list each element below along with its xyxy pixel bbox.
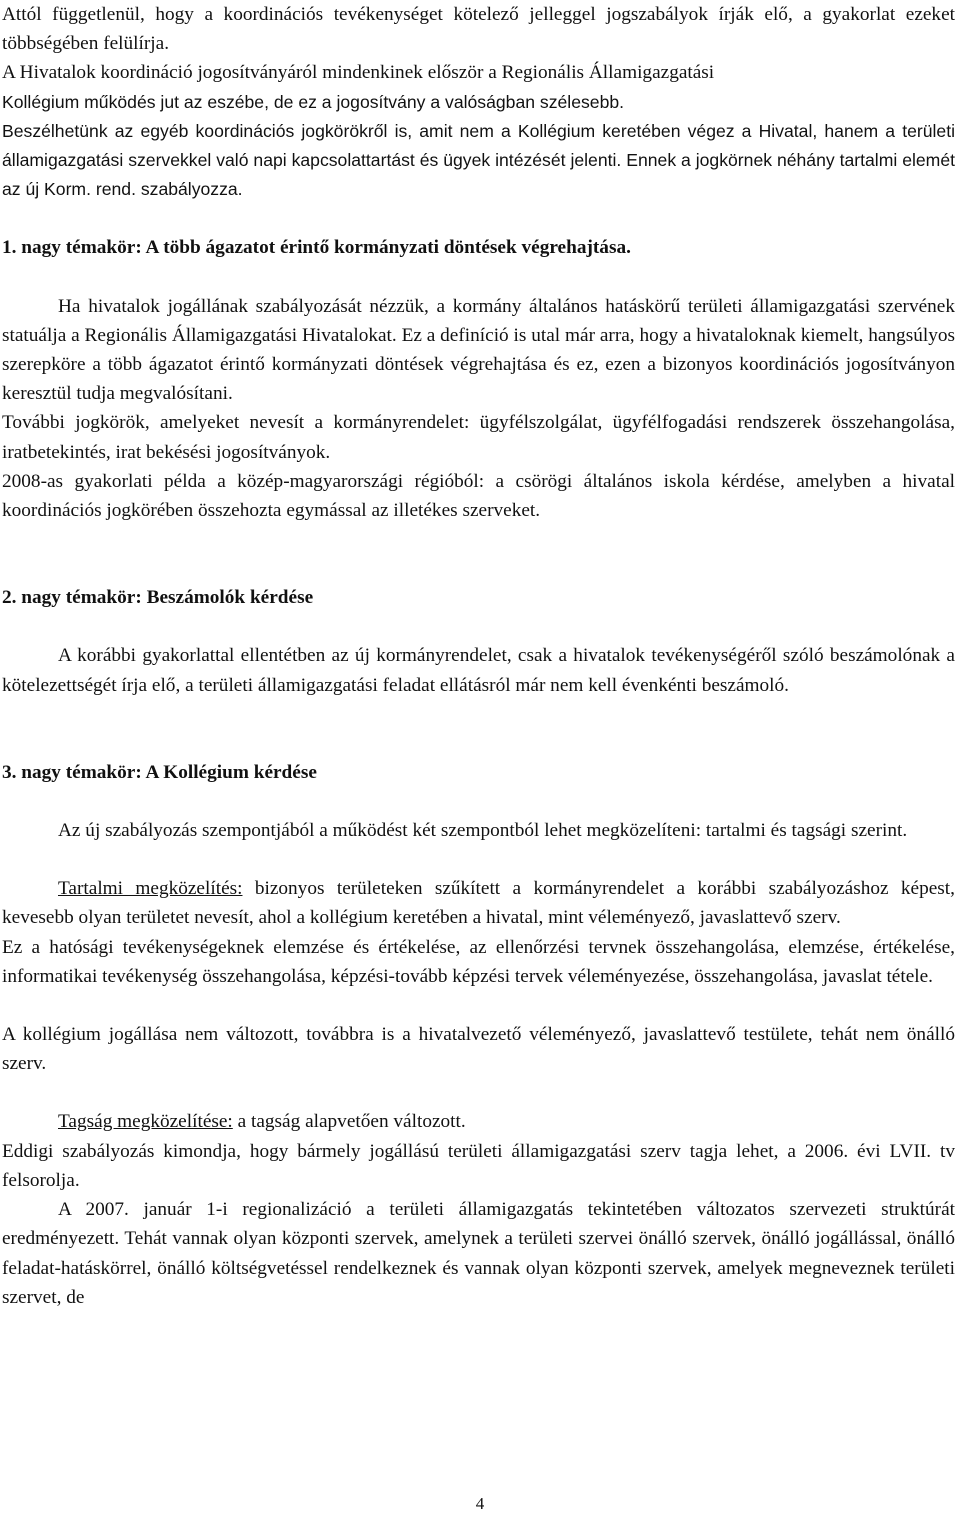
section-1-heading: 1. nagy témakör: A több ágazatot érintő kormányzati döntések végrehajtása. bbox=[2, 237, 631, 259]
document-page bbox=[2, 0, 955, 1312]
tagsag-text: a tagság alapvetően változott. bbox=[232, 1111, 466, 1133]
intro-paragraph-1: Attól függetlenül, hogy a koordinációs tevékenységet kötelező jelleggel jogszabályok írják elő, a gyakorlat ezeket többségében felülírja. bbox=[2, 4, 955, 55]
spacer bbox=[2, 263, 955, 292]
spacer bbox=[2, 204, 955, 233]
tagsag-label: Tagság megközelítése: bbox=[58, 1111, 233, 1133]
intro-paragraph-2-serif: A Hivatalok koordináció jogosítványáról mindenkinek először a Regionális Államigazgatási bbox=[2, 62, 715, 84]
section-3-heading: 3. nagy témakör: A Kollégium kérdése bbox=[2, 761, 317, 783]
intro-paragraph-3: Beszélhetünk az egyéb koordinációs jogkörökről is, amit nem a Kollégium keretében végez a Hivatal, hanem a területi államigazgatási szervekkel való napi kapcsolattartást és ügyek intézését jelenti. Ennek a jogkörnek néhány tartalmi elemét az új Korm. rend. szabályozza. bbox=[2, 120, 955, 200]
page-number: 4 bbox=[475, 1494, 485, 1513]
tartalmi-label: Tartalmi megközelítés: bbox=[58, 878, 243, 900]
spacer bbox=[2, 700, 955, 758]
section-3-tagsag-paragraph bbox=[2, 1107, 955, 1136]
section-3-tartalmi-paragraph bbox=[2, 874, 955, 932]
spacer bbox=[2, 845, 955, 874]
section-2-paragraph-1: A korábbi gyakorlattal ellentétben az új kormányrendelet, csak a hivatalok tevékenységéről szóló beszámolónak a kötelezettségét írja elő, a területi államigazgatási feladat ellátásról már nem kell évenkénti beszámoló. bbox=[2, 645, 955, 696]
section-3-paragraph-3: Ez a hatósági tevékenységeknek elemzése és értékelése, az ellenőrzési tervnek összehangolása, elemzése, értékelése, informatikai tevékenység összehangolása, képzési-tovább képzési tervek véleményezése, összehangolása, javaslat tétele. bbox=[2, 936, 955, 987]
tartalmi-text: bizonyos területeken szűkített a kormányrendelet a korábbi szabályozáshoz képest, kevesebb olyan területet nevesít, ahol a kollégium keretében a hivatal, mint véleményező, javaslattevő szerv. bbox=[2, 878, 955, 929]
spacer bbox=[2, 1078, 955, 1107]
section-3-paragraph-1: Az új szabályozás szempontjából a működést két szempontból lehet megközelíteni: tartalmi és tagsági szerint. bbox=[58, 820, 908, 842]
section-2-heading: 2. nagy témakör: Beszámolók kérdése bbox=[2, 587, 314, 609]
spacer bbox=[2, 525, 955, 583]
section-1-paragraph-2: További jogkörök, amelyeket nevesít a kormányrendelet: ügyfélszolgálat, ügyfélfogadási rendszerek összehangolása, iratbetekintés, irat bekésési jogosítványok. bbox=[2, 412, 955, 463]
intro-paragraph-2-sans: Kollégium működés jut az eszébe, de ez a jogosítvány a valóságban szélesebb. bbox=[2, 91, 625, 112]
spacer bbox=[2, 787, 955, 816]
section-1-paragraph-3: 2008-as gyakorlati példa a közép-magyarországi régióból: a csörögi általános iskola kérdése, amelyben a hivatal koordinációs jogkörében összehozta egymással az illetékes szerveket. bbox=[2, 470, 955, 522]
spacer bbox=[2, 612, 955, 641]
section-3-paragraph-4: A kollégium jogállása nem változott, továbbra is a hivatalvezető véleményező, javaslattevő testülete, tehát nem önálló szerv. bbox=[2, 1024, 955, 1075]
section-1-paragraph-1: Ha hivatalok jogállának szabályozását nézzük, a kormány általános hatáskörű területi államigazgatási szervének statuálja a Regionális Államigazgatási Hivatalokat. Ez a definíció is utal már arra, hogy a hivataloknak kiemelt, hangsúlyos szerepköre a több ágazatot érintő kormányzati döntések végrehajtása és ez, ezen a bizonyos koordinációs jogosítványon keresztül tudja megvalósítani. bbox=[2, 295, 955, 405]
spacer bbox=[2, 991, 955, 1020]
section-3-paragraph-7: A 2007. január 1-i regionalizáció a területi államigazgatás tekintetében változatos szervezeti struktúrát eredményezett. Tehát vannak olyan központi szervek, amelynek a területi szervei önálló szervek, önálló jogállással, önálló feladat-hatáskörrel, önálló költségvetéssel rendelkeznek és vannak olyan központi szervek, amelyek megneveznek területi szervet, de bbox=[2, 1199, 955, 1308]
section-3-paragraph-6: Eddigi szabályozás kimondja, hogy bármely jogállású területi államigazgatási szerv tagja lehet, a 2006. évi LVII. tv felsorolja. bbox=[2, 1140, 955, 1191]
intro-paragraph-2 bbox=[2, 58, 955, 116]
